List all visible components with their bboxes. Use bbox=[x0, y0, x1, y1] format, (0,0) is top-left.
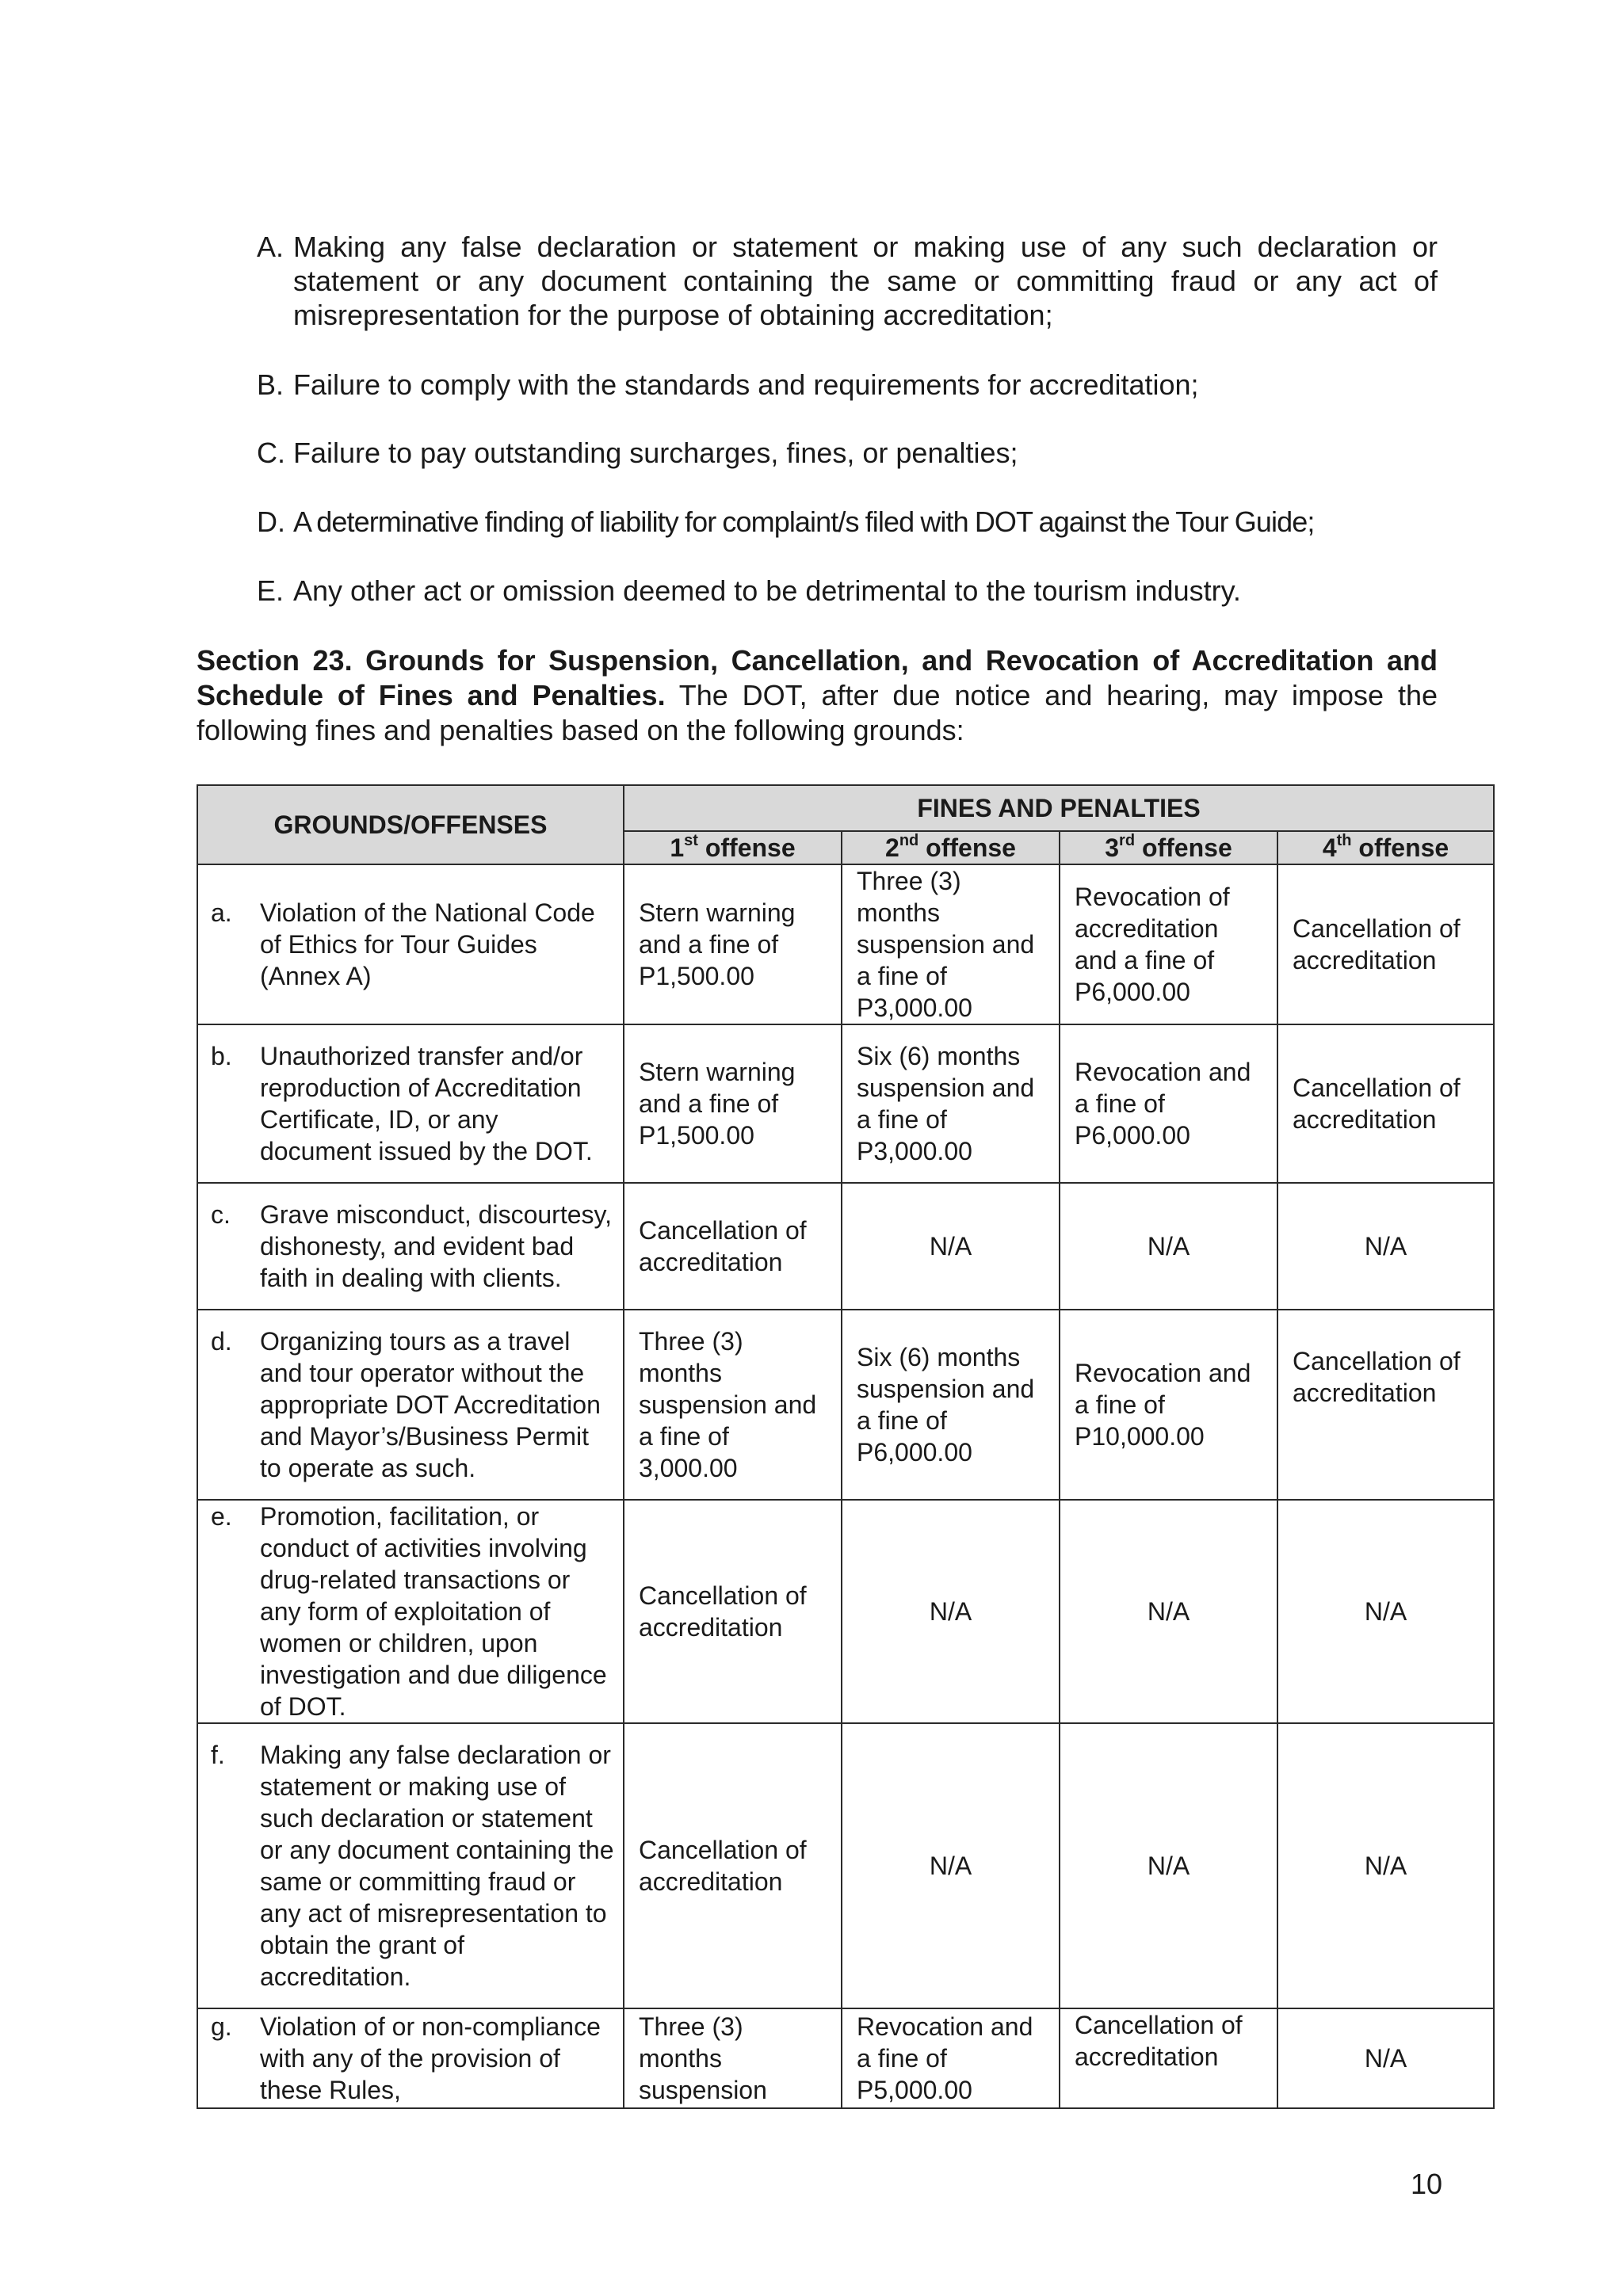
penalty-2-cell: N/A bbox=[842, 1183, 1060, 1310]
ground-cell: c. Grave misconduct, discourtesy, dishonesty, and evident bad faith in dealing with clients. bbox=[197, 1183, 624, 1310]
list-item bbox=[257, 230, 1438, 332]
table-row bbox=[197, 1500, 1494, 1723]
table-row bbox=[197, 1310, 1494, 1500]
penalty-1-cell: Stern warning and a fine of P1,500.00 bbox=[624, 1024, 842, 1183]
penalty-1-cell: Cancellation of accreditation bbox=[624, 1500, 842, 1723]
section-heading: Section 23. Grounds for Suspension, Cancellation, and Revocation of Accreditation and Schedule of Fines and Penalties. bbox=[197, 644, 1438, 711]
penalty-3-cell: Revocation of accreditation and a fine of P6,000.00 bbox=[1060, 864, 1277, 1024]
table-row bbox=[197, 1723, 1494, 2008]
header-grounds: GROUNDS/OFFENSES bbox=[197, 785, 624, 864]
penalty-4-cell: Cancellation of accreditation bbox=[1277, 1024, 1494, 1183]
fines-penalties-table bbox=[197, 784, 1495, 2109]
header-offense-2: 2nd offense bbox=[842, 831, 1060, 864]
penalty-2-cell: Revocation and a fine of P5,000.00 bbox=[842, 2008, 1060, 2108]
ground-cell: e. Promotion, facilitation, or conduct of activities involving drug-related transactions or any form of exploitation of women or children, upon investigation and due diligence of DOT. bbox=[197, 1500, 624, 1723]
list-item bbox=[257, 505, 1438, 539]
list-item-text: Failure to pay outstanding surcharges, fines, or penalties; bbox=[293, 437, 1018, 469]
list-item-letter: E. bbox=[257, 574, 285, 607]
penalty-2-cell: Three (3) months suspension and a fine of P3,000.00 bbox=[842, 864, 1060, 1024]
ground-cell: g. Violation of or non-compliance with any of the provision of these Rules, bbox=[197, 2008, 624, 2108]
penalty-3-cell: N/A bbox=[1060, 1500, 1277, 1723]
list-item-text: Failure to comply with the standards and requirements for accreditation; bbox=[293, 368, 1199, 401]
table-row bbox=[197, 1183, 1494, 1310]
penalty-1-cell: Stern warning and a fine of P1,500.00 bbox=[624, 864, 842, 1024]
penalty-3-cell: Revocation and a fine of P10,000.00 bbox=[1060, 1310, 1277, 1500]
header-offense-3: 3rd offense bbox=[1060, 831, 1277, 864]
penalty-4-cell: N/A bbox=[1277, 1500, 1494, 1723]
page-number: 10 bbox=[1410, 2168, 1442, 2200]
penalty-1-cell: Three (3) months suspension bbox=[624, 2008, 842, 2108]
ground-cell: d. Organizing tours as a travel and tour operator without the appropriate DOT Accreditation and Mayor’s/Business Permit to operate as such. bbox=[197, 1310, 624, 1500]
penalty-2-cell: N/A bbox=[842, 1723, 1060, 2008]
header-offense-1: 1st offense bbox=[624, 831, 842, 864]
header-fines-penalties: FINES AND PENALTIES bbox=[624, 785, 1494, 831]
table-row bbox=[197, 2008, 1494, 2108]
penalty-1-cell: Cancellation of accreditation bbox=[624, 1723, 842, 2008]
ground-cell: f. Making any false declaration or statement or making use of such declaration or statement or any document containing the same or committing fraud or any act of misrepresentation to obtain the grant of accreditation. bbox=[197, 1723, 624, 2008]
list-item-letter: B. bbox=[257, 368, 285, 401]
section-body: The DOT, after due notice and hearing, may impose the following fines and penalties based on the following grounds: bbox=[197, 679, 1438, 746]
penalty-1-cell: Three (3) months suspension and a fine of 3,000.00 bbox=[624, 1310, 842, 1500]
ground-cell: b. Unauthorized transfer and/or reproduction of Accreditation Certificate, ID, or any document issued by the DOT. bbox=[197, 1024, 624, 1183]
table-row bbox=[197, 864, 1494, 1024]
penalty-3-cell: Cancellation of accreditation bbox=[1060, 2008, 1277, 2108]
penalty-2-cell: N/A bbox=[842, 1500, 1060, 1723]
list-item-text: Making any false declaration or statement or making use of any such declaration or statement or any document containing the same or committing fraud or any act of misrepresentation for the purpose of obtaining accreditation; bbox=[293, 231, 1438, 331]
ground-cell: a. Violation of the National Code of Ethics for Tour Guides (Annex A) bbox=[197, 864, 624, 1024]
list-item-text: A determinative finding of liability for complaint/s filed with DOT against the Tour Guide; bbox=[293, 505, 1315, 538]
list-item-text: Any other act or omission deemed to be detrimental to the tourism industry. bbox=[293, 574, 1241, 607]
penalty-2-cell: Six (6) months suspension and a fine of P3,000.00 bbox=[842, 1024, 1060, 1183]
penalty-3-cell: Revocation and a fine of P6,000.00 bbox=[1060, 1024, 1277, 1183]
penalty-4-cell: Cancellation of accreditation bbox=[1277, 1310, 1494, 1500]
list-item-letter: A. bbox=[257, 231, 285, 263]
penalty-1-cell: Cancellation of accreditation bbox=[624, 1183, 842, 1310]
list-item-letter: D. bbox=[257, 505, 285, 538]
list-item bbox=[257, 574, 1438, 608]
penalty-4-cell: N/A bbox=[1277, 2008, 1494, 2108]
table-row bbox=[197, 1024, 1494, 1183]
penalty-4-cell: N/A bbox=[1277, 1183, 1494, 1310]
section-23-paragraph bbox=[197, 643, 1438, 748]
penalty-4-cell: Cancellation of accreditation bbox=[1277, 864, 1494, 1024]
penalty-2-cell: Six (6) months suspension and a fine of P6,000.00 bbox=[842, 1310, 1060, 1500]
list-item bbox=[257, 368, 1438, 402]
penalty-4-cell: N/A bbox=[1277, 1723, 1494, 2008]
penalty-3-cell: N/A bbox=[1060, 1183, 1277, 1310]
list-item-letter: C. bbox=[257, 437, 285, 469]
penalty-3-cell: N/A bbox=[1060, 1723, 1277, 2008]
list-item bbox=[257, 436, 1438, 470]
header-offense-4: 4th offense bbox=[1277, 831, 1494, 864]
